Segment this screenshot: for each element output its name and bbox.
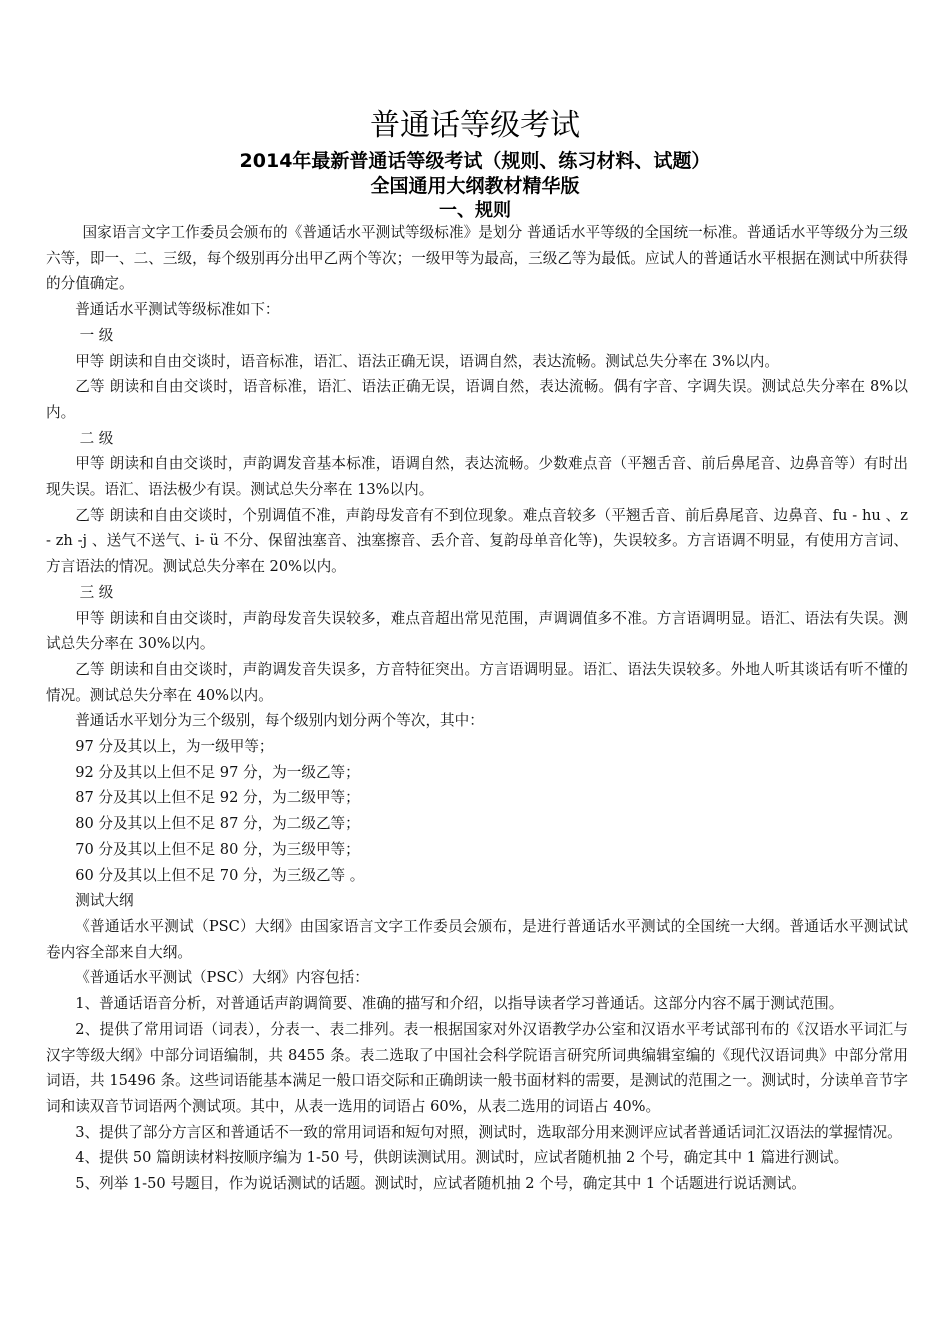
score-line: 80 分及其以上但不足 87 分，为二级乙等； [75,815,360,833]
document-subtitle-edition: 全国通用大纲教材精华版 [370,175,580,197]
score-line: 87 分及其以上但不足 92 分，为二级甲等； [75,789,360,807]
paragraph: 甲等 朗读和自由交谈时，声韵母发音失误较多，难点音超出常见范围，声调调值多不准。方言语调明显。语汇、语法有失误。测试总失分率在 30%以内。 [46,609,908,653]
paragraph: 《普通话水平测试（PSC）大纲》内容包括： [75,969,369,987]
list-item: 4、提供 50 篇朗读材料按顺序编为 1-50 号，供朗读测试用。测试时，应试者随机抽 2 个号，确定其中 1 篇进行测试。 [75,1149,849,1167]
list-item: 1、普通话语音分析，对普通话声韵调简要、准确的描写和介绍，以指导读者学习普通话。这部分内容不属于测试范围。 [75,995,844,1013]
paragraph: 国家语言文字工作委员会颁布的《普通话水平测试等级标准》是划分 普通话水平等级的全国统一标准。普通话水平等级分为三级六等，即一、二、三级，每个级别再分出甲乙两个等次；一级甲等为最高，三级乙等为最低。应试人的普通话水平根据在测试中所获得的分值确定。 [46,224,908,293]
paragraph: 甲等 朗读和自由交谈时，声韵调发音基本标准，语调自然，表达流畅。少数难点音（平翘舌音、前后鼻尾音、边鼻音等）有时出现失误。语汇、语法极少有误。测试总失分率在 13%以内。 [46,455,908,499]
document-title: 普通话等级考试 [370,108,580,143]
level-heading: 一 级 [79,326,114,344]
paragraph: 普通话水平划分为三个级别，每个级别内划分两个等次，其中： [75,712,484,730]
list-item: 5、列举 1-50 号题目，作为说话测试的话题。测试时，应试者随机抽 2 个号，确定其中 1 个话题进行说话测试。 [75,1175,806,1193]
score-line: 70 分及其以上但不足 80 分，为三级甲等； [75,840,360,858]
score-line: 92 分及其以上但不足 97 分，为一级乙等； [75,763,360,781]
score-line: 97 分及其以上，为一级甲等； [75,738,274,756]
paragraph: 乙等 朗读和自由交谈时，语音标准，语汇、语法正确无误，语调自然，表达流畅。偶有字音、字调失误。测试总失分率在 8%以内。 [46,378,908,421]
section-heading-rules: 一、规则 [439,200,511,221]
document-subtitle: 2014年最新普通话等级考试（规则、练习材料、试题） [239,150,711,172]
paragraph: 《普通话水平测试（PSC）大纲》由国家语言文字工作委员会颁布，是进行普通话水平测试的全国统一大纲。普通话水平测试试卷内容全部来自大纲。 [46,917,908,961]
list-item: 2、提供了常用词语（词表），分表一、表二排列。表一根据国家对外汉语教学办公室和汉语水平考试部刊布的《汉语水平词汇与汉字等级大纲》中部分词语编制，共 8455 条。表二选取了中国社会科学院语言研究所词典编辑室编的《现代汉语词典》中部分常用词语，共 15496 条。这些词语能基本满足一般口语交际和正确朗读一般书面材料的需要，是测试的范围之一。测试时，分读单音节字词和读双音节词语两个测试项。其中，从表一选用的词语占 60%，从表二选用的词语占 40%。 [46,1020,908,1115]
level-heading: 二 级 [79,429,114,447]
section-label: 测试大纲 [75,892,134,910]
paragraph: 乙等 朗读和自由交谈时，个别调值不准，声韵母发音有不到位现象。难点音较多（平翘舌音、前后鼻尾音、边鼻音、fu - hu 、z - zh -j 、送气不送气、i- ü 不分、保留浊塞音、浊塞擦音、丢介音、复韵母单音化等)，失误较多。方言语调不明显，有使用方言词、方言语法的情况。测试总失分率在 20%以内。 [46,506,908,576]
list-item: 3、提供了部分方言区和普通话不一致的常用词语和短句对照，测试时，选取部分用来测评应试者普通话词汇汉语法的掌握情况。 [75,1123,902,1141]
score-line: 60 分及其以上但不足 70 分，为三级乙等 。 [75,866,365,884]
paragraph: 普通话水平测试等级标准如下： [75,301,280,319]
level-heading: 三 级 [79,583,114,601]
paragraph: 乙等 朗读和自由交谈时，声韵调发音失误多，方音特征突出。方言语调明显。语汇、语法失误较多。外地人听其谈话有听不懂的情况。测试总失分率在 40%以内。 [46,660,908,704]
document-body [46,220,908,1197]
paragraph: 甲等 朗读和自由交谈时，语音标准，语汇、语法正确无误，语调自然，表达流畅。测试总失分率在 3%以内。 [75,352,779,370]
